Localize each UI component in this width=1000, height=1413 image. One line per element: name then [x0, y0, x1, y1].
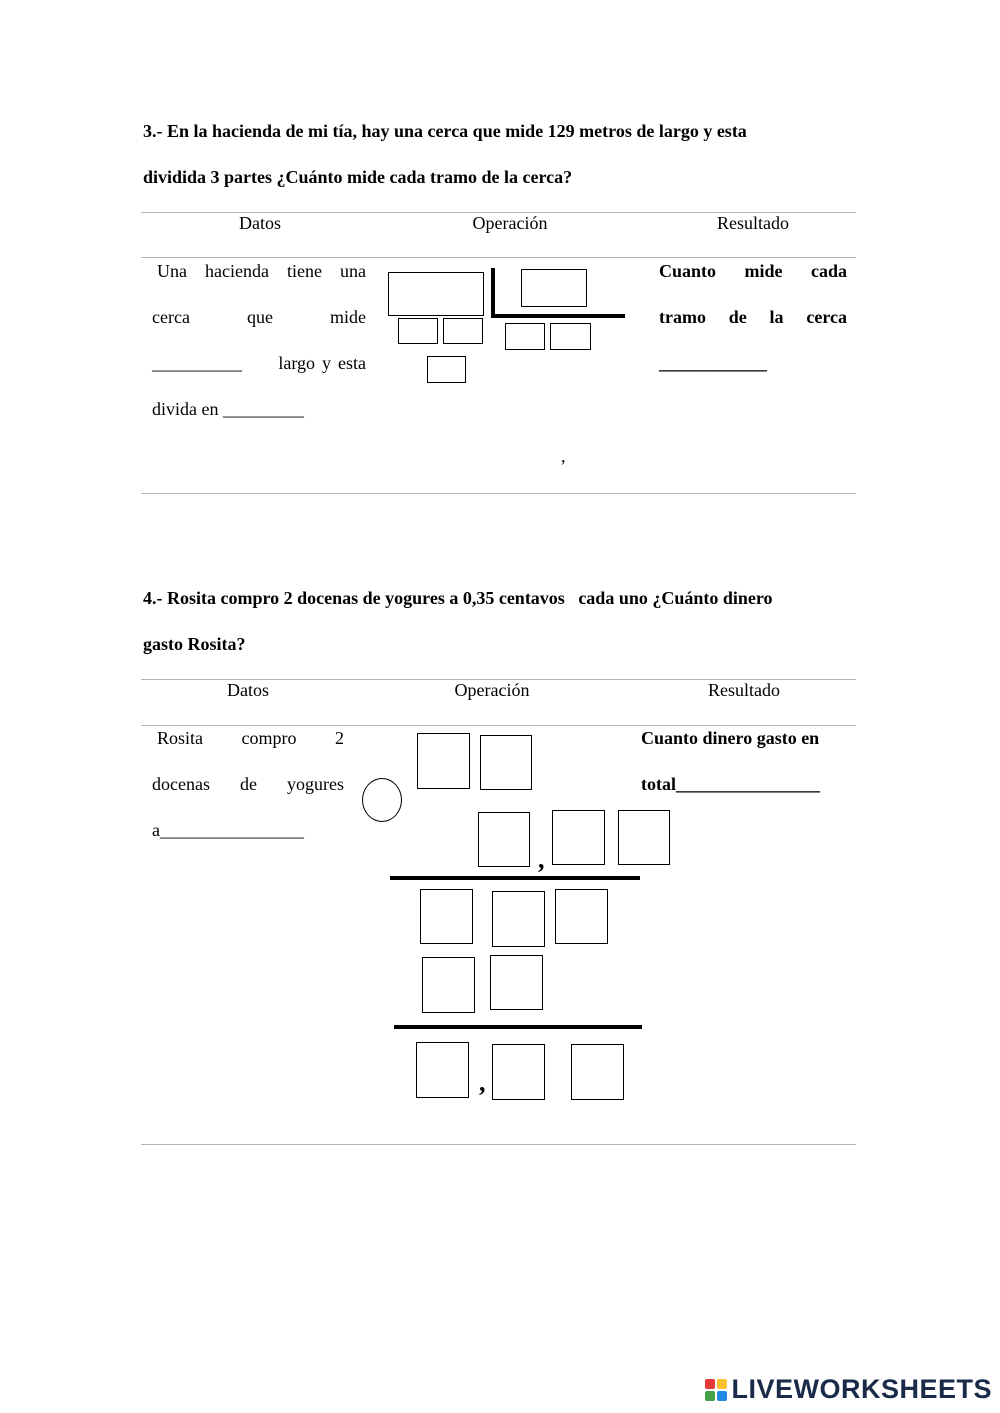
table-4-header-operacion: Operación — [454, 680, 530, 700]
q3-resultado-word: la — [769, 307, 784, 327]
q4-multiplier-box[interactable] — [552, 810, 605, 865]
logo-square — [717, 1379, 727, 1389]
q3-resultado-word: tramo — [659, 307, 706, 327]
q4-datos-word: de — [239, 774, 257, 794]
q3-length-blank[interactable]: __________ — [152, 353, 242, 373]
q4-resultado-line: Cuanto dinero gasto en — [641, 728, 820, 748]
q3-resultado-word: Cuanto — [659, 261, 717, 281]
q3-datos-word: cerca — [152, 307, 190, 327]
q3-comma-mark: , — [561, 446, 566, 466]
q4-product-line-1 — [390, 876, 640, 880]
q3-remainder-box[interactable] — [427, 356, 466, 383]
q3-division-bracket-horizontal — [491, 314, 625, 318]
q3-datos-word: hacienda — [205, 261, 269, 281]
q3-resultado-word: cerca — [806, 307, 847, 327]
q3-subtraction-box[interactable] — [443, 318, 483, 344]
q4-partial-product-box[interactable] — [555, 889, 608, 944]
question-3-line-1: 3.- En la hacienda de mi tía, hay una cerca que mide 129 metros de largo y esta — [143, 121, 747, 141]
table-4-header-datos: Datos — [227, 680, 269, 700]
q4-total-blank[interactable]: total________________ — [641, 774, 820, 794]
logo-square — [705, 1379, 715, 1389]
q4-total-box[interactable] — [571, 1044, 624, 1100]
q3-resultado-text — [659, 248, 847, 386]
table-3-header-resultado: Resultado — [717, 213, 789, 233]
q4-price-blank[interactable]: a________________ — [152, 820, 304, 840]
q4-total-box[interactable] — [416, 1042, 469, 1098]
q3-result-blank[interactable]: ____________ — [659, 353, 767, 373]
q4-multiplicand-box[interactable] — [417, 733, 470, 789]
q4-resultado-text — [641, 715, 851, 807]
q3-divisor-box[interactable] — [521, 269, 587, 307]
q3-datos-word: y — [322, 353, 332, 373]
question-4-line-2: gasto Rosita? — [143, 634, 246, 654]
q4-datos-word: docenas — [152, 774, 210, 794]
q4-datos-word: 2 — [335, 728, 344, 748]
q3-datos-word: Una — [157, 261, 187, 281]
table-3-bottom-rule — [141, 493, 856, 494]
q3-datos-word: una — [340, 261, 366, 281]
q3-quotient-box[interactable] — [550, 323, 591, 350]
q4-datos-word: compro — [241, 728, 297, 748]
q4-partial-product-box[interactable] — [492, 891, 545, 947]
q3-resultado-word: de — [728, 307, 747, 327]
q3-datos-word: esta — [338, 353, 366, 373]
q3-resultado-word: mide — [744, 261, 783, 281]
q4-operator-circle[interactable] — [362, 778, 402, 822]
q3-dividend-box[interactable] — [388, 272, 484, 316]
q4-total-box[interactable] — [492, 1044, 545, 1100]
q3-subtraction-box[interactable] — [398, 318, 438, 344]
q4-datos-word: yogures — [286, 774, 344, 794]
q3-division-bracket-vertical — [491, 268, 495, 318]
table-4-bottom-rule — [141, 1144, 856, 1145]
logo-square — [717, 1391, 727, 1401]
logo-text: LIVEWORKSHEETS — [731, 1374, 992, 1404]
q3-datos-word: largo — [278, 353, 316, 373]
question-3-line-2: dividida 3 partes ¿Cuánto mide cada tramo de la cerca? — [143, 167, 573, 187]
logo-square — [705, 1391, 715, 1401]
q4-partial-product-box[interactable] — [420, 889, 473, 944]
q3-datos-text — [152, 248, 366, 432]
q4-datos-text — [152, 715, 344, 853]
q4-multiplier-box[interactable] — [478, 812, 530, 867]
q4-multiplier-box[interactable] — [618, 810, 670, 865]
q3-parts-blank[interactable]: divida en _________ — [152, 399, 304, 419]
q3-quotient-box[interactable] — [505, 323, 545, 350]
q4-datos-word: Rosita — [157, 728, 204, 748]
q4-multiplicand-box[interactable] — [480, 735, 532, 790]
q3-datos-word: tiene — [287, 261, 322, 281]
question-4-line-1: 4.- Rosita compro 2 docenas de yogures a 0,35 centavos cada uno ¿Cuánto dinero — [143, 588, 773, 608]
q4-partial-product-box[interactable] — [490, 955, 543, 1010]
table-4-header-resultado: Resultado — [708, 680, 780, 700]
q4-decimal-comma: , — [538, 845, 545, 874]
q4-total-decimal-comma: , — [479, 1068, 486, 1097]
q3-resultado-word: cada — [810, 261, 847, 281]
liveworksheets-logo-icon — [705, 1379, 727, 1401]
q4-partial-product-box[interactable] — [422, 957, 475, 1013]
q4-product-line-2 — [394, 1025, 642, 1029]
q3-datos-word: mide — [329, 307, 366, 327]
table-3-header-operacion: Operación — [472, 213, 548, 233]
q3-datos-word: que — [246, 307, 273, 327]
table-3-header-datos: Datos — [239, 213, 281, 233]
liveworksheets-logo — [705, 1374, 992, 1405]
